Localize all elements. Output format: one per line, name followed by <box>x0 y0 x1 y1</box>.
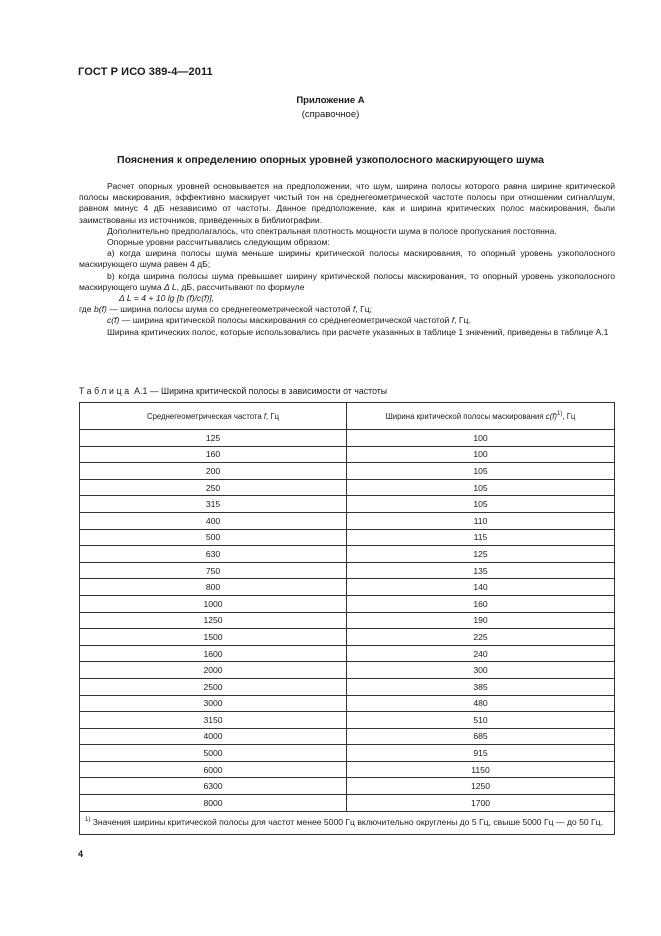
frequency-cell: 6300 <box>80 778 347 795</box>
formula <box>79 293 615 304</box>
table-row <box>80 463 615 480</box>
frequency-cell: 3150 <box>80 712 347 729</box>
table-row <box>80 795 615 812</box>
table-caption-text: А.1 — Ширина критической полосы в зависимости от частоты <box>131 386 388 396</box>
body-text <box>79 181 615 338</box>
paragraph-spectral-density: Дополнительно предполагалось, что спектральная плотность мощности шума в полосе пропускания постоянна. <box>107 225 557 236</box>
table-row <box>80 728 615 745</box>
frequency-cell: 6000 <box>80 761 347 778</box>
delta-l-symbol: Δ L <box>164 281 177 292</box>
bandwidth-cell: 105 <box>347 463 615 480</box>
def-b-text: — ширина полосы шума со среднегеометрической частотой <box>106 304 353 315</box>
bandwidth-cell: 140 <box>347 579 615 596</box>
footnote-marker: 1) <box>85 817 91 824</box>
def-c-var: f <box>451 315 455 326</box>
paragraph-calculation-intro: Опорные уровни рассчитывались следующим образом: <box>107 237 330 248</box>
table-row <box>80 446 615 463</box>
annex-subtitle: (справочное) <box>301 109 360 120</box>
bandwidth-cell: 510 <box>347 712 615 729</box>
table-row <box>80 529 615 546</box>
def-b-var: f <box>352 304 356 315</box>
list-item-a: а) когда ширина полосы шума меньше ширины критической полосы маскирования, то опорный уровень узкополосного маскирующего шума равен 4 дБ; <box>79 248 615 270</box>
table-row <box>80 678 615 695</box>
col1-var: f <box>263 411 267 421</box>
frequency-cell: 1500 <box>80 629 347 646</box>
paragraph-table-reference: Ширина критических полос, которые использовались при расчете указанных в таблице 1 значений, приведены в таблице А.1 <box>107 326 609 337</box>
bandwidth-cell: 240 <box>347 645 615 662</box>
critical-band-table <box>79 402 615 835</box>
frequency-cell: 1000 <box>80 595 347 612</box>
def-c-text: — ширина критической полосы маскирования со среднегеометрической частотой <box>119 315 452 326</box>
list-item-b-tail: , дБ, рассчитывают по формуле <box>176 281 305 292</box>
annex-title: Приложение А <box>296 95 365 106</box>
bandwidth-cell: 1250 <box>347 778 615 795</box>
page-number: 4 <box>78 849 84 859</box>
table-caption <box>79 386 387 396</box>
frequency-cell: 200 <box>80 463 347 480</box>
col2-unit: , Гц <box>562 411 576 421</box>
footnote-text: Значения ширины критической полосы для частот менее 5000 Гц включительно округлены до 5 Гц, свыше 5000 Гц — до 50 Гц. <box>90 817 603 828</box>
col2-footnote-ref: 1) <box>557 410 563 417</box>
frequency-cell: 1600 <box>80 645 347 662</box>
bandwidth-cell: 115 <box>347 529 615 546</box>
definition-b <box>79 304 615 315</box>
table-row <box>80 479 615 496</box>
frequency-cell: 250 <box>80 479 347 496</box>
table-row <box>80 745 615 762</box>
table-row <box>80 579 615 596</box>
frequency-cell: 160 <box>80 446 347 463</box>
bandwidth-cell: 135 <box>347 562 615 579</box>
bandwidth-cell: 480 <box>347 695 615 712</box>
table-row <box>80 761 615 778</box>
bandwidth-cell: 685 <box>347 728 615 745</box>
table-caption-label: Таблица <box>79 386 132 396</box>
def-c-unit: , Гц. <box>454 315 471 326</box>
table-row <box>80 512 615 529</box>
bandwidth-cell: 105 <box>347 496 615 513</box>
col1-text: Среднегеометрическая частота <box>146 411 264 421</box>
list-item-b <box>79 271 615 293</box>
table-row <box>80 430 615 447</box>
table-row <box>80 562 615 579</box>
bandwidth-cell: 225 <box>347 629 615 646</box>
table-row <box>80 629 615 646</box>
bandwidth-cell: 1150 <box>347 761 615 778</box>
bandwidth-cell: 110 <box>347 512 615 529</box>
list-item-b-text: b) когда ширина полосы шума превышает ширину критической полосы маскирования, то опорный уровень узкополосного маскирующего шума <box>79 270 615 292</box>
definition-c <box>79 315 615 326</box>
table-row <box>80 496 615 513</box>
frequency-cell: 630 <box>80 546 347 563</box>
table-row <box>80 612 615 629</box>
bandwidth-cell: 300 <box>347 662 615 679</box>
bandwidth-cell: 125 <box>347 546 615 563</box>
bandwidth-cell: 160 <box>347 595 615 612</box>
column-header-bandwidth <box>347 403 615 430</box>
bandwidth-cell: 1700 <box>347 795 615 812</box>
def-b-symbol: b(f) <box>93 304 107 315</box>
bandwidth-cell: 100 <box>347 446 615 463</box>
col1-unit: , Гц <box>266 411 280 421</box>
column-header-frequency <box>80 403 347 430</box>
frequency-cell: 4000 <box>80 728 347 745</box>
def-b-unit: , Гц; <box>355 304 373 315</box>
table-row <box>80 546 615 563</box>
table-footnote <box>80 811 615 835</box>
table-row <box>80 695 615 712</box>
frequency-cell: 2500 <box>80 678 347 695</box>
bandwidth-cell: 105 <box>347 479 615 496</box>
table-row <box>80 712 615 729</box>
frequency-cell: 5000 <box>80 745 347 762</box>
frequency-cell: 1250 <box>80 612 347 629</box>
frequency-cell: 315 <box>80 496 347 513</box>
frequency-cell: 400 <box>80 512 347 529</box>
table-row <box>80 662 615 679</box>
frequency-cell: 8000 <box>80 795 347 812</box>
paragraph-assumption: Расчет опорных уровней основывается на предположении, что шум, ширина полосы которого равна ширине критической полосы маскирования, эффективно маскирует чистый тон на среднегеометрической частоте полосы при отношении сигнал/шум, равном минус 4 дБ независимо от частоты. Данное предположение, как и ширина критических полос маскирования, были заимствованы из источников, приведенных в библиографии. <box>79 181 615 225</box>
table-row <box>80 645 615 662</box>
bandwidth-cell: 100 <box>347 430 615 447</box>
frequency-cell: 800 <box>80 579 347 596</box>
section-title: Пояснения к определению опорных уровней узкополосного маскирующего шума <box>117 154 544 166</box>
frequency-cell: 3000 <box>80 695 347 712</box>
where-label: где <box>79 304 92 315</box>
frequency-cell: 750 <box>80 562 347 579</box>
def-c-symbol: c(f) <box>107 315 120 326</box>
frequency-cell: 500 <box>80 529 347 546</box>
col2-text: Ширина критической полосы маскирования <box>385 411 546 421</box>
frequency-cell: 125 <box>80 430 347 447</box>
table-row <box>80 595 615 612</box>
standard-code: ГОСТ Р ИСО 389-4—2011 <box>78 66 213 78</box>
frequency-cell: 2000 <box>80 662 347 679</box>
bandwidth-cell: 915 <box>347 745 615 762</box>
bandwidth-cell: 385 <box>347 678 615 695</box>
table-row <box>80 778 615 795</box>
col2-var: c(f) <box>545 411 558 421</box>
bandwidth-cell: 190 <box>347 612 615 629</box>
formula-text: Δ L = 4 + 10 lg [b (f)/c(f)], <box>119 293 215 304</box>
